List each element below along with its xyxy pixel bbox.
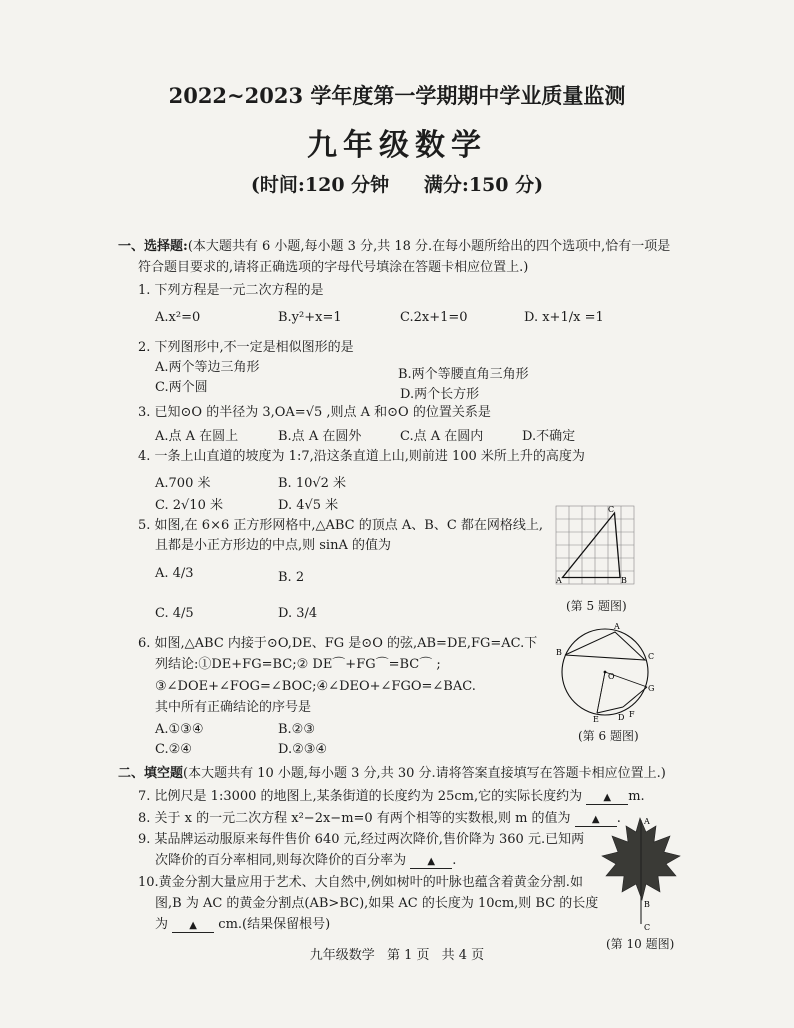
q3-option-c: C.点 A 在圆内	[400, 429, 484, 444]
fig6-label-c: C	[648, 652, 655, 661]
q6-option-a: A.①③④	[155, 722, 204, 737]
question-6-stem-4: 其中所有正确结论的序号是	[155, 700, 312, 715]
q5-option-c: C. 4/5	[155, 606, 194, 621]
footer-page: 第 1 页	[386, 948, 430, 963]
section1-instructions: 一、选择题:(本大题共有 6 小题,每小题 3 分,共 18 分.在每小题所给出的四个选项中,恰有一项是	[118, 239, 671, 254]
footer-total: 共 4 页	[441, 948, 485, 963]
q7-answer-blank[interactable]: ▲	[586, 792, 628, 805]
q6-option-b: B.②③	[278, 722, 315, 737]
fig10-label-b: B	[644, 900, 650, 909]
fig6-label-f: F	[629, 710, 635, 719]
page-footer	[0, 944, 794, 963]
footer-subject: 九年级数学	[309, 948, 375, 963]
q8-answer-blank[interactable]: ▲	[575, 814, 617, 827]
q9-answer-blank[interactable]: ▲	[410, 856, 452, 869]
q5-option-d: D. 3/4	[278, 606, 318, 621]
fig10-label-c: C	[644, 923, 651, 932]
exam-title: 2022~2023 学年度第一学期期中学业质量监测	[168, 83, 626, 108]
question-10-stem-1: 10.黄金分割大量应用于艺术、大自然中,例如树叶的叶脉也蕴含着黄金分割.如	[138, 875, 583, 890]
section2-instructions: 二、填空题(本大题共有 10 小题,每小题 3 分,共 30 分.请将答案直接填写在答题卡相应位置上.)	[118, 766, 666, 781]
q4-option-d: D. 4√5 米	[278, 498, 339, 513]
figure-6-caption: (第 6 题图)	[578, 729, 639, 743]
section1-instructions-2: 符合题目要求的,请将正确选项的字母代号填涂在答题卡相应位置上.)	[138, 260, 529, 275]
question-10-stem-3: 为 ▲ cm.(结果保留根号)	[155, 917, 331, 932]
fig6-label-o: O	[608, 672, 615, 681]
section1-heading: 一、选择题:	[118, 239, 188, 254]
q4-option-a: A.700 米	[155, 476, 211, 491]
fig6-label-g: G	[648, 684, 655, 693]
figure-10-leaf	[600, 812, 685, 934]
fig6-label-d: D	[618, 713, 625, 722]
question-6-stem-1: 6. 如图,△ABC 内接于⊙O,DE、FG 是⊙O 的弦,AB=DE,FG=AC.下	[138, 636, 538, 651]
q1-option-b: B.y²+x=1	[278, 310, 342, 325]
fig6-label-e: E	[593, 715, 599, 724]
question-3-stem: 3. 已知⊙O 的半径为 3,OA=√5 ,则点 A 和⊙O 的位置关系是	[138, 405, 491, 420]
question-9-stem-2: 次降价的百分率相同,则每次降价的百分率为 ▲ .	[155, 853, 457, 868]
q1-option-a: A.x²=0	[155, 310, 201, 325]
question-5-stem-2: 且都是小正方形边的中点,则 sinA 的值为	[155, 538, 391, 553]
q5-option-b: B. 2	[278, 570, 305, 585]
subject-title: 九年级数学	[307, 128, 487, 163]
q2-option-d: D.两个长方形	[400, 387, 480, 402]
figure-5-grid	[555, 505, 635, 585]
question-2-stem: 2. 下列图形中,不一定是相似图形的是	[138, 340, 354, 355]
q6-option-d: D.②③④	[278, 742, 328, 757]
q2-option-b: B.两个等腰直角三角形	[398, 367, 529, 382]
question-4-stem: 4. 一条上山直道的坡度为 1:7,沿这条直道上山,则前进 100 米所上升的高度为	[138, 449, 585, 464]
q2-option-a: A.两个等边三角形	[155, 360, 260, 375]
question-10-stem-2: 图,B 为 AC 的黄金分割点(AB>BC),如果 AC 的长度为 10cm,则 BC 的长度	[155, 896, 599, 911]
q1-option-d: D. x+1/x =1	[524, 310, 604, 325]
question-1-stem: 1. 下列方程是一元二次方程的是	[138, 283, 324, 298]
q3-option-a: A.点 A 在圆上	[155, 429, 239, 444]
question-8: 8. 关于 x 的一元二次方程 x²−2x−m=0 有两个相等的实数根,则 m 的值为 ▲ .	[138, 811, 621, 826]
fig10-label-a: A	[644, 817, 650, 826]
question-6-stem-3: ③∠DOE+∠FOG=∠BOC;④∠DEO+∠FGO=∠BAC.	[155, 679, 476, 694]
section2-heading: 二、填空题	[118, 766, 184, 781]
exam-score: 满分:150 分)	[423, 174, 544, 196]
exam-time: (时间:120 分钟	[250, 174, 390, 196]
q5-option-a: A. 4/3	[155, 566, 194, 581]
question-9-stem-1: 9. 某品牌运动服原来每件售价 640 元,经过两次降价,售价降为 360 元.已知两	[138, 832, 585, 847]
q4-option-b: B. 10√2 米	[278, 476, 347, 491]
q3-option-b: B.点 A 在圆外	[278, 429, 362, 444]
question-7: 7. 比例尺是 1:3000 的地图上,某条街道的长度约为 25cm,它的实际长度约为 ▲ m.	[138, 789, 645, 804]
figure-6-circle	[555, 617, 655, 727]
fig6-label-a: A	[614, 622, 620, 631]
q1-option-c: C.2x+1=0	[400, 310, 468, 325]
fig5-label-b: B	[621, 576, 627, 585]
q4-option-c: C. 2√10 米	[155, 498, 223, 513]
q10-answer-blank[interactable]: ▲	[172, 920, 214, 933]
question-6-stem-2: 列结论:①DE+FG=BC;② DE⌒+FG⌒=BC⌒ ;	[155, 657, 441, 672]
q2-option-c: C.两个圆	[155, 380, 208, 395]
fig5-label-a: A	[556, 576, 562, 585]
figure-5-caption: (第 5 题图)	[566, 599, 627, 613]
question-5-stem-1: 5. 如图,在 6×6 正方形网格中,△ABC 的顶点 A、B、C 都在网格线上,	[138, 518, 544, 533]
q3-option-d: D.不确定	[522, 429, 576, 444]
fig6-label-b: B	[556, 648, 562, 657]
figure-10-caption: (第 10 题图)	[606, 937, 675, 951]
fig5-label-c: C	[608, 505, 615, 514]
exam-meta	[0, 170, 794, 197]
q6-option-c: C.②④	[155, 742, 192, 757]
